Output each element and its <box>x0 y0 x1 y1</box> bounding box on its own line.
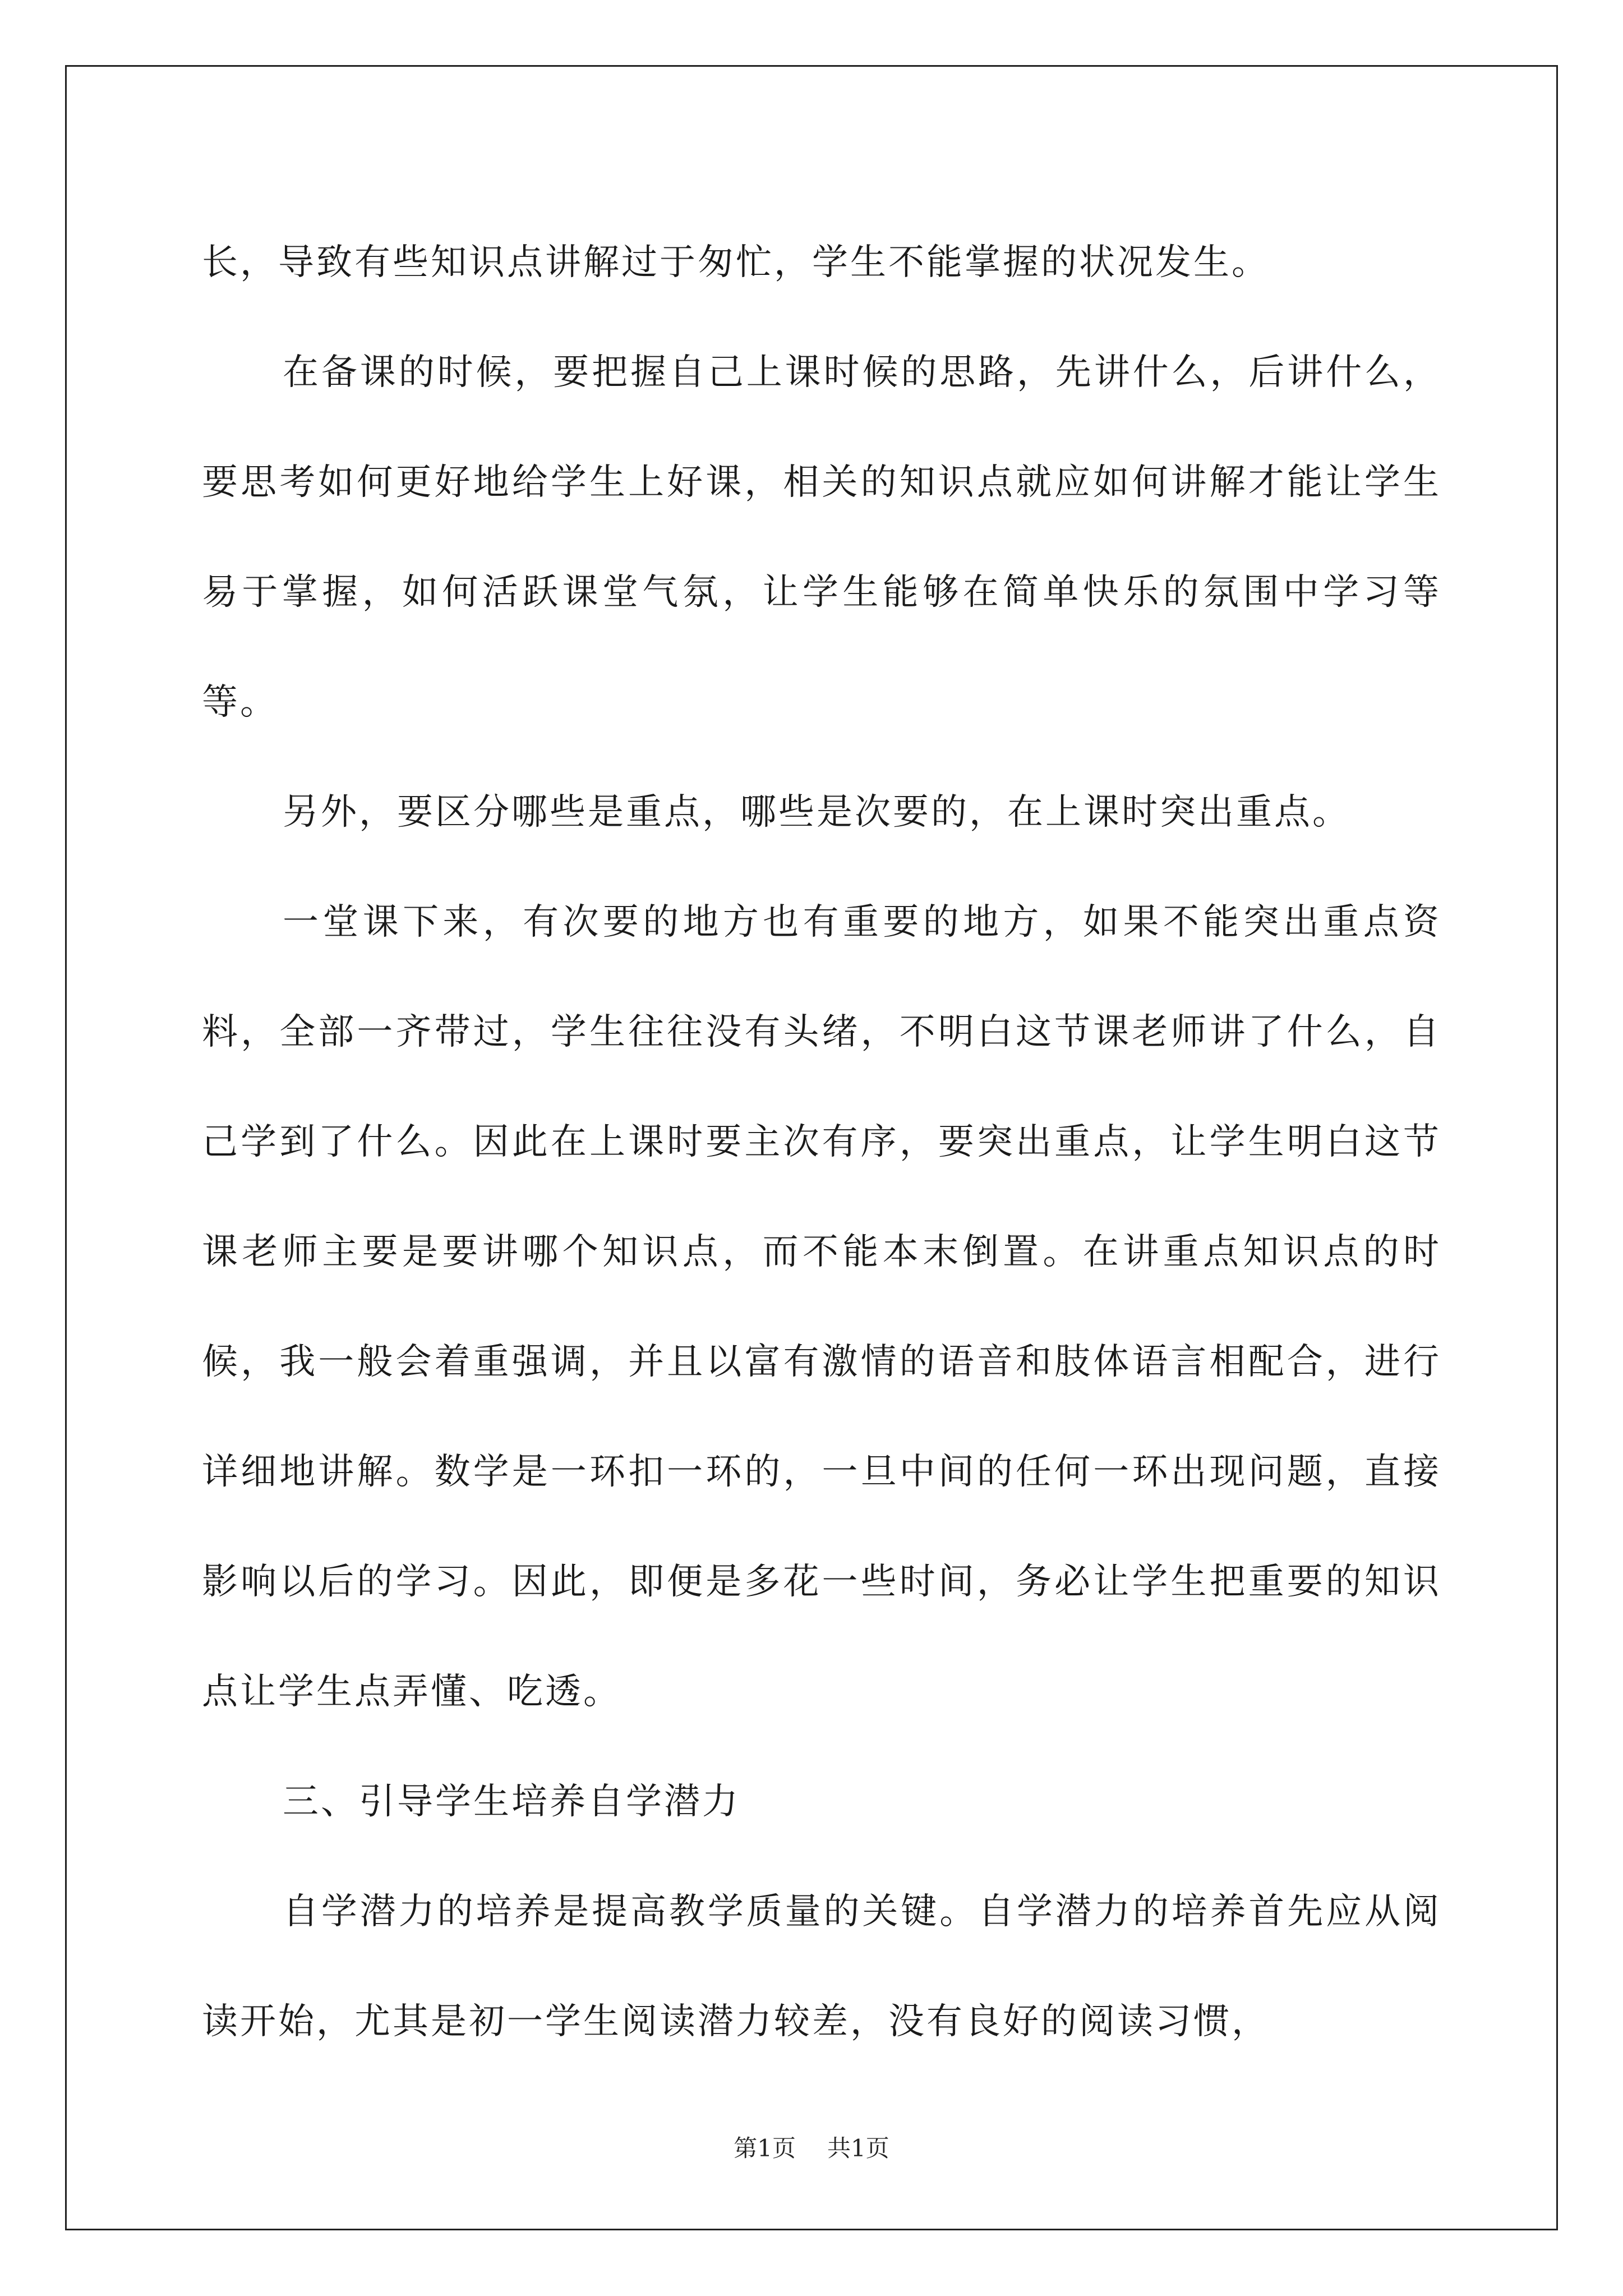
document-body <box>202 208 1441 2077</box>
paragraph-3: 另外，要区分哪些是重点，哪些是次要的，在上课时突出重点。 <box>283 792 1350 833</box>
paragraph-4: 一堂课下来，有次要的地方也有重要的地方，如果不能突出重点资料，全部一齐带过，学生往往没有头绪，不明白这节课老师讲了什么，自己学到了什么。因此在上课时要主次有序，要突出重点，让学生明白这节课老师主要是要讲哪个知识点，而不能本末倒置。在讲重点知识点的时候，我一般会着重强调，并且以富有激情的语音和肢体语言相配合，进行详细地讲解。数学是一环扣一环的，一旦中间的任何一环出现问题，直接影响以后的学习。因此，即便是多花一些时间，务必让学生把重要的知识点让学生点弄懂、吃透。 <box>202 901 1441 1713</box>
page-total: 共1页 <box>827 2134 889 2162</box>
paragraph-5: 自学潜力的培养是提高教学质量的关键。自学潜力的培养首先应从阅读开始，尤其是初一学生阅读潜力较差，没有良好的阅读习惯， <box>202 1891 1441 2042</box>
page-footer <box>0 2132 1623 2165</box>
paragraph-2: 在备课的时候，要把握自己上课时候的思路，先讲什么，后讲什么，要思考如何更好地给学生上好课，相关的知识点就应如何讲解才能让学生易于掌握，如何活跃课堂气氛，让学生能够在简单快乐的氛围中学习等等。 <box>202 352 1441 723</box>
paragraph-1: 长，导致有些知识点讲解过于匆忙，学生不能掌握的状况发生。 <box>202 242 1270 283</box>
page-number: 第1页 <box>734 2134 796 2162</box>
section-heading: 三、引导学生培养自学潜力 <box>283 1781 740 1823</box>
